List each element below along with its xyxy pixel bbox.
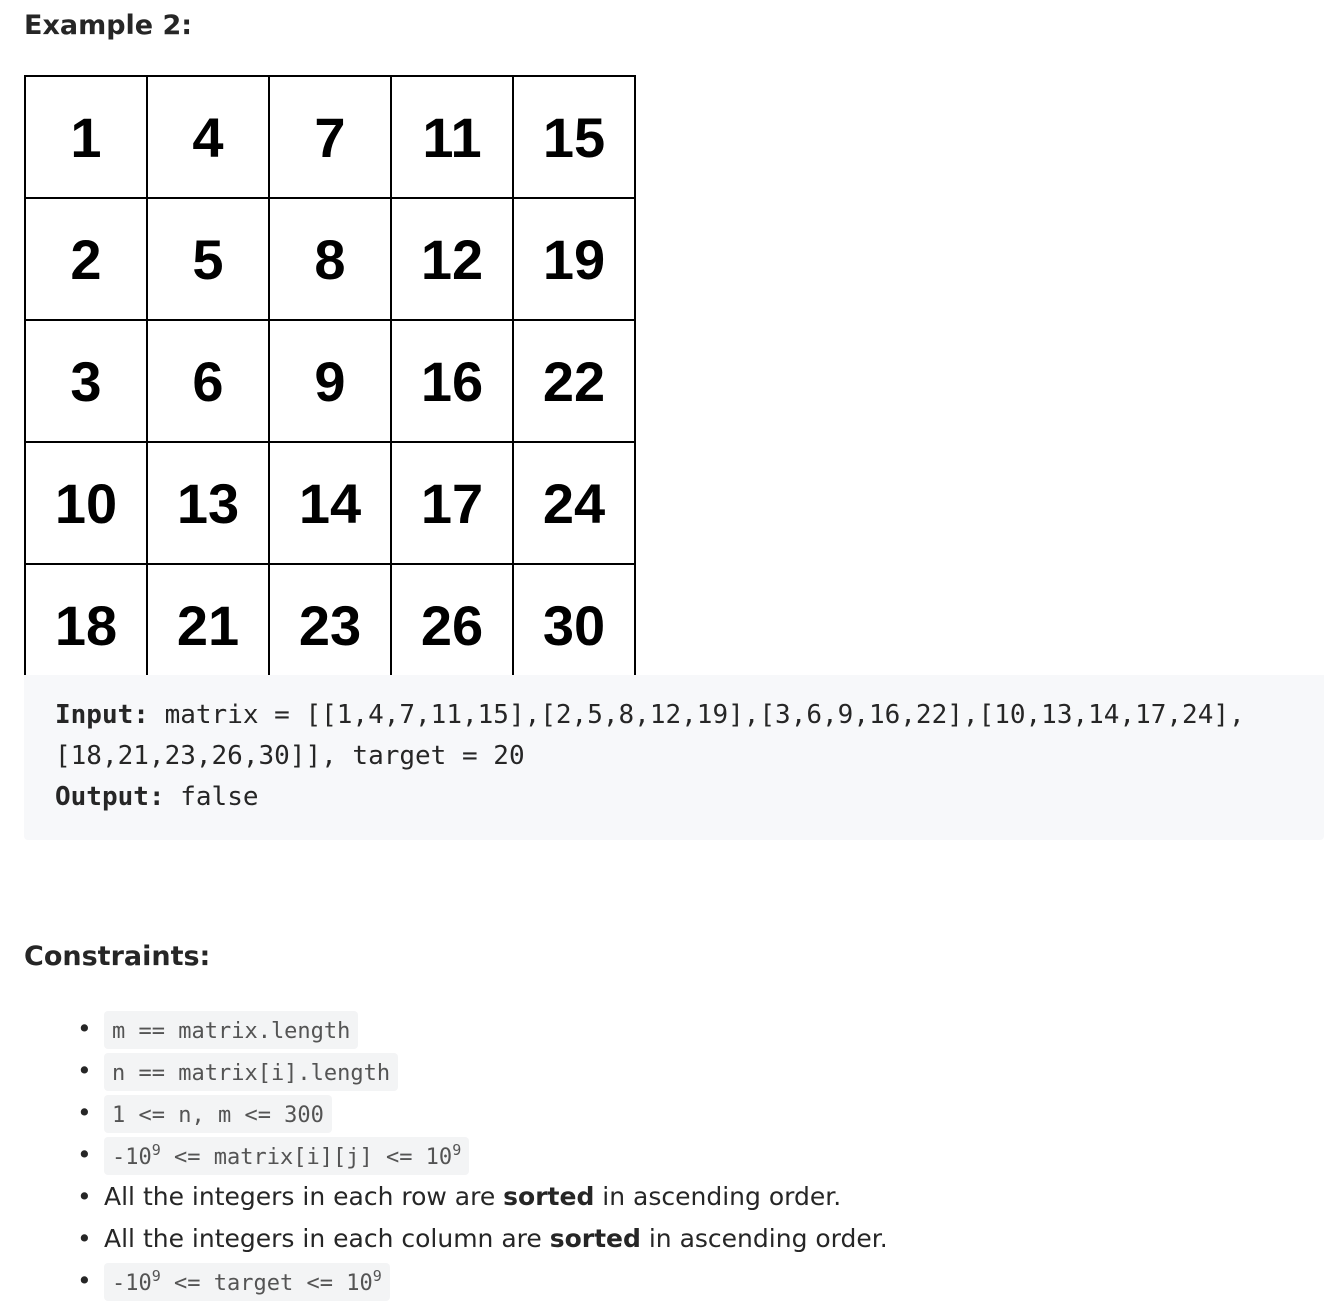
constraint-text: [104, 1182, 841, 1211]
constraint-bold-text: sorted: [549, 1224, 641, 1253]
matrix-cell: 22: [513, 320, 635, 442]
matrix-cell: 16: [391, 320, 513, 442]
matrix-cell: 17: [391, 442, 513, 564]
exponent: 9: [151, 1141, 161, 1159]
input-value-part2: [18,21,23,26,30]], target = 20: [55, 741, 525, 771]
matrix-cell: 3: [25, 320, 147, 442]
matrix-cell: 1: [25, 76, 147, 198]
matrix-cell: 21: [147, 564, 269, 686]
matrix-row: [25, 564, 635, 686]
constraint-item: [104, 1092, 1324, 1134]
matrix-row: [25, 76, 635, 198]
matrix-cell: 13: [147, 442, 269, 564]
matrix-cell: 4: [147, 76, 269, 198]
constraint-text-part: All the integers in each column are: [104, 1224, 550, 1253]
matrix-cell: 30: [513, 564, 635, 686]
constraint-item: [104, 1008, 1324, 1050]
constraint-item: [104, 1134, 1324, 1176]
constraint-code-part: <= target <= 10: [160, 1271, 373, 1296]
exponent: 9: [452, 1141, 462, 1159]
constraints-heading: Constraints:: [24, 941, 211, 972]
matrix-cell: 12: [391, 198, 513, 320]
matrix-cell: 9: [269, 320, 391, 442]
matrix-cell: 26: [391, 564, 513, 686]
constraint-text-part: in ascending order.: [640, 1224, 888, 1253]
constraint-text: [104, 1224, 888, 1253]
matrix-cell: 23: [269, 564, 391, 686]
constraint-item: [104, 1218, 1324, 1260]
matrix-cell: 5: [147, 198, 269, 320]
constraints-list: [0, 1008, 1324, 1302]
output-line: [55, 777, 1324, 818]
matrix-cell: 2: [25, 198, 147, 320]
matrix-cell: 8: [269, 198, 391, 320]
constraint-text-part: in ascending order.: [594, 1182, 842, 1211]
matrix-cell: 24: [513, 442, 635, 564]
constraint-text-part: All the integers in each row are: [104, 1182, 504, 1211]
matrix-cell: 19: [513, 198, 635, 320]
output-value: false: [164, 782, 259, 812]
constraint-code-part: -10: [112, 1145, 152, 1170]
constraint-code: [104, 1137, 469, 1175]
example-code-block: [24, 675, 1324, 840]
input-line-1: [55, 695, 1324, 736]
constraint-item: [104, 1176, 1324, 1218]
matrix-row: [25, 198, 635, 320]
exponent: 9: [372, 1267, 382, 1285]
matrix-cell: 10: [25, 442, 147, 564]
constraint-item: [104, 1050, 1324, 1092]
constraint-code-part: -10: [112, 1271, 152, 1296]
matrix-cell: 18: [25, 564, 147, 686]
exponent: 9: [151, 1267, 161, 1285]
matrix-grid: [24, 75, 636, 687]
matrix-cell: 15: [513, 76, 635, 198]
constraint-code: m == matrix.length: [104, 1011, 358, 1049]
matrix-row: [25, 320, 635, 442]
constraint-bold-text: sorted: [503, 1182, 595, 1211]
constraint-code: n == matrix[i].length: [104, 1053, 398, 1091]
matrix-row: [25, 442, 635, 564]
matrix-cell: 11: [391, 76, 513, 198]
matrix-cell: 7: [269, 76, 391, 198]
output-label: Output:: [55, 782, 165, 812]
constraint-code-part: <= matrix[i][j] <= 10: [160, 1145, 453, 1170]
matrix-cell: 6: [147, 320, 269, 442]
constraint-code: [104, 1263, 390, 1301]
constraint-code: 1 <= n, m <= 300: [104, 1095, 332, 1133]
input-value-part1: matrix = [[1,4,7,11,15],[2,5,8,12,19],[3,6,9,16,22],[10,13,14,17,24],: [148, 700, 1245, 730]
matrix-cell: 14: [269, 442, 391, 564]
input-label: Input:: [55, 700, 149, 730]
example-heading: Example 2:: [24, 10, 193, 41]
constraint-item: [104, 1260, 1324, 1302]
